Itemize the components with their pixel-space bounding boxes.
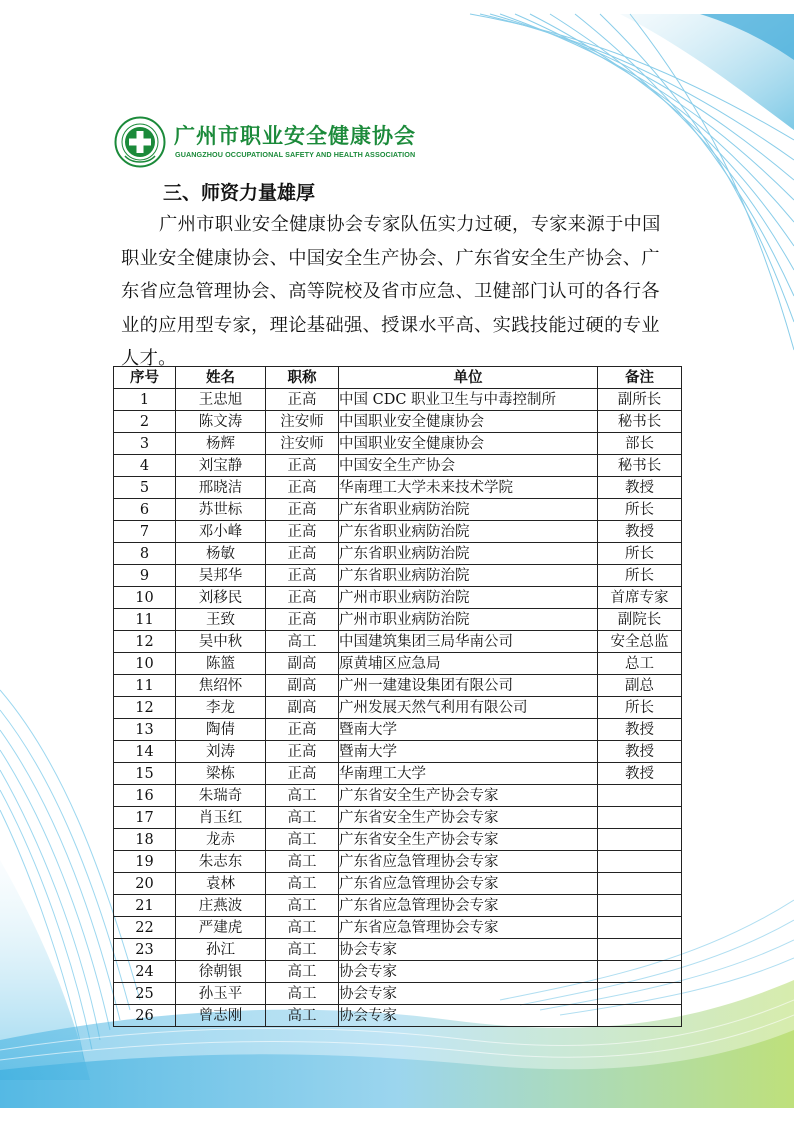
cell-remark: [598, 873, 682, 895]
cell-title: 正高: [266, 719, 339, 741]
cell-remark: 教授: [598, 741, 682, 763]
table-row: [114, 609, 682, 631]
cell-organization: 广州市职业病防治院: [339, 609, 598, 631]
table-row: [114, 785, 682, 807]
cell-organization: 广东省职业病防治院: [339, 521, 598, 543]
cell-name: 陈篮: [176, 653, 266, 675]
cell-organization: 广东省安全生产协会专家: [339, 807, 598, 829]
cell-index: 12: [114, 697, 176, 719]
cell-title: 正高: [266, 763, 339, 785]
cell-organization: 广州发展天然气利用有限公司: [339, 697, 598, 719]
cell-title: 正高: [266, 455, 339, 477]
table-row: [114, 741, 682, 763]
cell-remark: 秘书长: [598, 411, 682, 433]
cell-name: 刘宝静: [176, 455, 266, 477]
association-name-cn: 广州市职业安全健康协会: [174, 123, 416, 148]
cell-name: 袁林: [176, 873, 266, 895]
cell-organization: 中国职业安全健康协会: [339, 433, 598, 455]
cell-remark: [598, 785, 682, 807]
cell-name: 邢晓洁: [176, 477, 266, 499]
cell-remark: [598, 895, 682, 917]
cell-name: 徐朝银: [176, 961, 266, 983]
cell-remark: 教授: [598, 719, 682, 741]
table-row: [114, 499, 682, 521]
table-row: [114, 939, 682, 961]
cell-title: 正高: [266, 565, 339, 587]
cell-name: 苏世标: [176, 499, 266, 521]
table-row: [114, 653, 682, 675]
table-row: [114, 873, 682, 895]
cell-index: 24: [114, 961, 176, 983]
cell-title: 高工: [266, 917, 339, 939]
cell-name: 严建虎: [176, 917, 266, 939]
table-row: [114, 411, 682, 433]
cell-remark: [598, 961, 682, 983]
cell-remark: 教授: [598, 521, 682, 543]
cell-index: 12: [114, 631, 176, 653]
cell-index: 18: [114, 829, 176, 851]
cell-title: 正高: [266, 587, 339, 609]
cell-title: 高工: [266, 631, 339, 653]
cell-index: 15: [114, 763, 176, 785]
cell-index: 7: [114, 521, 176, 543]
table-row: [114, 917, 682, 939]
cell-remark: [598, 917, 682, 939]
cell-organization: 广东省应急管理协会专家: [339, 895, 598, 917]
cell-remark: 所长: [598, 697, 682, 719]
cell-organization: 协会专家: [339, 983, 598, 1005]
cell-title: 高工: [266, 807, 339, 829]
cell-title: 正高: [266, 521, 339, 543]
cell-remark: 所长: [598, 499, 682, 521]
cell-title: 副高: [266, 675, 339, 697]
header-index: 序号: [114, 367, 176, 389]
cell-organization: 广东省职业病防治院: [339, 543, 598, 565]
cell-title: 正高: [266, 389, 339, 411]
table-row: [114, 697, 682, 719]
cell-remark: 副所长: [598, 389, 682, 411]
cell-index: 13: [114, 719, 176, 741]
cell-name: 朱志东: [176, 851, 266, 873]
cell-index: 4: [114, 455, 176, 477]
cell-title: 正高: [266, 477, 339, 499]
cell-remark: 安全总监: [598, 631, 682, 653]
header-organization: 单位: [339, 367, 598, 389]
cell-index: 23: [114, 939, 176, 961]
table-row: [114, 675, 682, 697]
cell-name: 梁栋: [176, 763, 266, 785]
cell-organization: 协会专家: [339, 961, 598, 983]
table-row: [114, 433, 682, 455]
cell-index: 11: [114, 675, 176, 697]
cell-title: 正高: [266, 741, 339, 763]
cell-title: 高工: [266, 895, 339, 917]
association-emblem-icon: [114, 116, 166, 168]
cell-title: 注安师: [266, 433, 339, 455]
cell-title: 正高: [266, 543, 339, 565]
cell-name: 刘移民: [176, 587, 266, 609]
cell-organization: 中国建筑集团三局华南公司: [339, 631, 598, 653]
cell-title: 正高: [266, 609, 339, 631]
cell-title: 注安师: [266, 411, 339, 433]
cell-organization: 广东省安全生产协会专家: [339, 829, 598, 851]
cell-remark: 部长: [598, 433, 682, 455]
cell-name: 王致: [176, 609, 266, 631]
cell-name: 孙玉平: [176, 983, 266, 1005]
table-row: [114, 895, 682, 917]
cell-title: 高工: [266, 873, 339, 895]
cell-title: 高工: [266, 785, 339, 807]
table-row: [114, 983, 682, 1005]
cell-organization: 广东省安全生产协会专家: [339, 785, 598, 807]
table-row: [114, 763, 682, 785]
cell-organization: 暨南大学: [339, 719, 598, 741]
cell-name: 王忠旭: [176, 389, 266, 411]
cell-index: 2: [114, 411, 176, 433]
cell-name: 孙江: [176, 939, 266, 961]
cell-index: 20: [114, 873, 176, 895]
table-row: [114, 389, 682, 411]
cell-title: 正高: [266, 499, 339, 521]
cell-name: 杨辉: [176, 433, 266, 455]
cell-index: 9: [114, 565, 176, 587]
cell-index: 8: [114, 543, 176, 565]
cell-title: 高工: [266, 829, 339, 851]
cell-name: 肖玉红: [176, 807, 266, 829]
cell-index: 10: [114, 653, 176, 675]
faculty-table: [113, 366, 682, 1027]
cell-remark: [598, 939, 682, 961]
cell-organization: 广东省职业病防治院: [339, 499, 598, 521]
cell-index: 11: [114, 609, 176, 631]
cell-title: 高工: [266, 961, 339, 983]
header-title: 职称: [266, 367, 339, 389]
cell-organization: 原黄埔区应急局: [339, 653, 598, 675]
table-row: [114, 521, 682, 543]
cell-title: 高工: [266, 1005, 339, 1027]
cell-title: 高工: [266, 983, 339, 1005]
cell-remark: 所长: [598, 565, 682, 587]
cell-remark: 总工: [598, 653, 682, 675]
cell-remark: [598, 851, 682, 873]
cell-remark: 所长: [598, 543, 682, 565]
table-row: [114, 477, 682, 499]
cell-organization: 广州市职业病防治院: [339, 587, 598, 609]
cell-organization: 广东省应急管理协会专家: [339, 917, 598, 939]
cell-name: 庄燕波: [176, 895, 266, 917]
cell-index: 14: [114, 741, 176, 763]
table-row: [114, 587, 682, 609]
cell-name: 曾志刚: [176, 1005, 266, 1027]
cell-remark: [598, 1005, 682, 1027]
cell-index: 26: [114, 1005, 176, 1027]
cell-name: 李龙: [176, 697, 266, 719]
table-row: [114, 807, 682, 829]
cell-organization: 暨南大学: [339, 741, 598, 763]
cell-name: 朱瑞奇: [176, 785, 266, 807]
cell-title: 副高: [266, 653, 339, 675]
header-remark: 备注: [598, 367, 682, 389]
cell-name: 杨敏: [176, 543, 266, 565]
table-row: [114, 631, 682, 653]
cell-organization: 广州一建建设集团有限公司: [339, 675, 598, 697]
association-name-en: GUANGZHOU OCCUPATIONAL SAFETY AND HEALTH ASSOCIATION: [175, 150, 416, 159]
table-row: [114, 1005, 682, 1027]
cell-remark: 秘书长: [598, 455, 682, 477]
cell-name: 龙赤: [176, 829, 266, 851]
cell-remark: [598, 829, 682, 851]
cell-index: 17: [114, 807, 176, 829]
cell-organization: 中国安全生产协会: [339, 455, 598, 477]
table-row: [114, 719, 682, 741]
cell-remark: 教授: [598, 477, 682, 499]
cell-organization: 中国职业安全健康协会: [339, 411, 598, 433]
cell-organization: 协会专家: [339, 939, 598, 961]
cell-name: 陶倩: [176, 719, 266, 741]
cell-name: 吴邦华: [176, 565, 266, 587]
header-name: 姓名: [176, 367, 266, 389]
table-header-row: [114, 367, 682, 389]
cell-index: 10: [114, 587, 176, 609]
cell-index: 6: [114, 499, 176, 521]
cell-organization: 广东省职业病防治院: [339, 565, 598, 587]
table-row: [114, 543, 682, 565]
cell-remark: 首席专家: [598, 587, 682, 609]
section-heading: 三、师资力量雄厚: [163, 182, 316, 204]
cell-organization: 广东省应急管理协会专家: [339, 873, 598, 895]
cell-remark: 副总: [598, 675, 682, 697]
cell-title: 高工: [266, 851, 339, 873]
cell-index: 5: [114, 477, 176, 499]
cell-organization: 华南理工大学未来技术学院: [339, 477, 598, 499]
cell-index: 22: [114, 917, 176, 939]
cell-index: 19: [114, 851, 176, 873]
cell-organization: 华南理工大学: [339, 763, 598, 785]
cell-remark: [598, 807, 682, 829]
table-row: [114, 455, 682, 477]
section-paragraph: 广州市职业安全健康协会专家队伍实力过硬，专家来源于中国职业安全健康协会、中国安全生产协会、广东省安全生产协会、广东省应急管理协会、高等院校及省市应急、卫健部门认可的各行各业的应用型专家，理论基础强、授课水平高、实践技能过硬的专业人才。: [121, 214, 661, 370]
cell-name: 吴中秋: [176, 631, 266, 653]
cell-index: 1: [114, 389, 176, 411]
cell-index: 21: [114, 895, 176, 917]
cell-remark: 副院长: [598, 609, 682, 631]
cell-name: 焦绍怀: [176, 675, 266, 697]
cell-organization: 广东省应急管理协会专家: [339, 851, 598, 873]
cell-remark: [598, 983, 682, 1005]
table-row: [114, 961, 682, 983]
cell-index: 3: [114, 433, 176, 455]
cell-organization: 协会专家: [339, 1005, 598, 1027]
cell-name: 邓小峰: [176, 521, 266, 543]
cell-index: 16: [114, 785, 176, 807]
table-row: [114, 829, 682, 851]
cell-title: 高工: [266, 939, 339, 961]
table-row: [114, 851, 682, 873]
cell-organization: 中国 CDC 职业卫生与中毒控制所: [339, 389, 598, 411]
cell-remark: 教授: [598, 763, 682, 785]
table-row: [114, 565, 682, 587]
cell-name: 刘涛: [176, 741, 266, 763]
cell-title: 副高: [266, 697, 339, 719]
cell-name: 陈文涛: [176, 411, 266, 433]
cell-index: 25: [114, 983, 176, 1005]
